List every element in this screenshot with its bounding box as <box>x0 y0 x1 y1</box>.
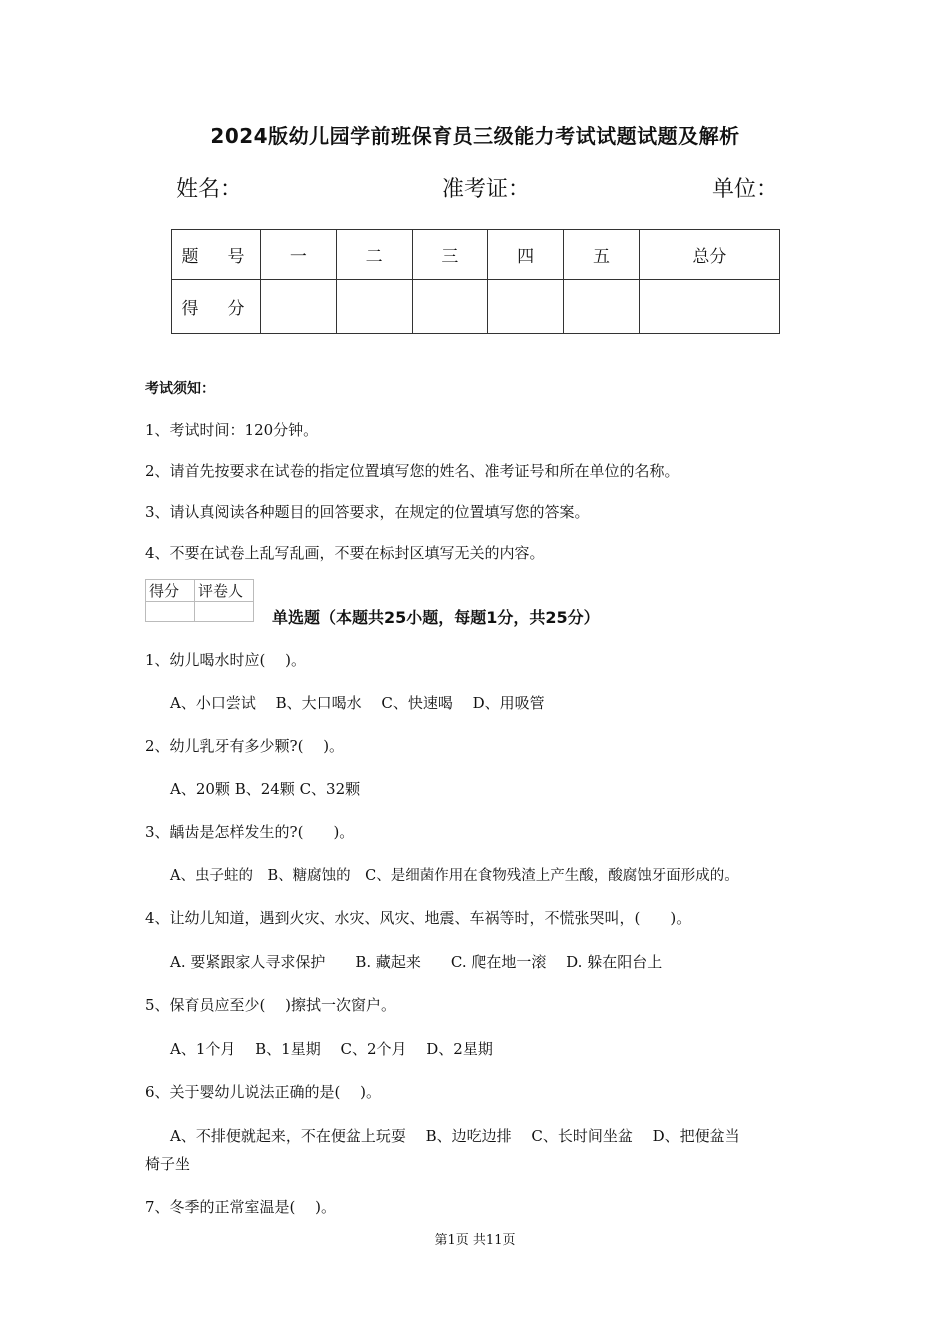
score-cell[interactable] <box>564 280 640 334</box>
question-options: A、20颗 B、24颗 C、32颗 <box>170 780 361 798</box>
document-title: 2024版幼儿园学前班保育员三级能力考试试题试题及解析 <box>210 124 740 148</box>
grader-name-label: 评卷人 <box>195 580 254 602</box>
question-options-continued: 椅子坐 <box>145 1155 191 1173</box>
score-cell[interactable] <box>639 280 779 334</box>
score-table <box>171 229 780 334</box>
question-options: A. 要紧跟家人寻求保护 B. 藏起来 C. 爬在地一滚 D. 躲在阳台上 <box>170 953 663 971</box>
page-footer: 第1页 共11页 <box>434 1233 516 1248</box>
grader-name-cell[interactable] <box>195 602 254 622</box>
question-options: A、小口尝试 B、大口喝水 C、快速喝 D、用吸管 <box>170 694 545 712</box>
grader-score-label: 得分 <box>146 580 195 602</box>
name-label: 姓名： <box>176 177 243 202</box>
question-options: A、1个月 B、1星期 C、2个月 D、2星期 <box>170 1040 493 1058</box>
section-title: 单选题（本题共25小题，每题1分，共25分） <box>272 608 600 627</box>
score-header-label: 题 号 <box>172 230 261 280</box>
unit-label: 单位： <box>712 177 779 202</box>
notice-item: 4、不要在试卷上乱写乱画，不要在标封区填写无关的内容。 <box>145 544 545 562</box>
question-options: A、虫子蛀的 B、糖腐蚀的 C、是细菌作用在食物残渣上产生酸，酸腐蚀牙面形成的。 <box>170 868 739 884</box>
score-header-cell: 二 <box>336 230 412 280</box>
question-text: 5、保育员应至少( )擦拭一次窗户。 <box>145 996 397 1014</box>
question-text: 2、幼儿乳牙有多少颗?( )。 <box>145 737 345 755</box>
score-header-cell: 四 <box>488 230 564 280</box>
score-header-cell: 一 <box>261 230 337 280</box>
question-text: 6、关于婴幼儿说法正确的是( )。 <box>145 1083 382 1101</box>
score-row-label: 得 分 <box>172 280 261 334</box>
notice-heading: 考试须知： <box>145 381 215 397</box>
question-text: 3、龋齿是怎样发生的?( )。 <box>145 823 355 841</box>
score-header-cell: 五 <box>564 230 640 280</box>
score-cell[interactable] <box>336 280 412 334</box>
score-cell[interactable] <box>488 280 564 334</box>
score-cell[interactable] <box>412 280 488 334</box>
score-cell[interactable] <box>261 280 337 334</box>
question-options: A、不排便就起来，不在便盆上玩耍 B、边吃边排 C、长时间坐盆 D、把便盆当 <box>170 1127 740 1145</box>
score-header-cell: 总分 <box>639 230 779 280</box>
notice-item: 1、考试时间：120分钟。 <box>145 421 319 439</box>
question-text: 1、幼儿喝水时应( )。 <box>145 651 307 669</box>
score-header-cell: 三 <box>412 230 488 280</box>
score-table-header-row <box>172 230 780 280</box>
question-text: 7、冬季的正常室温是( )。 <box>145 1198 337 1216</box>
notice-item: 2、请首先按要求在试卷的指定位置填写您的姓名、准考证号和所在单位的名称。 <box>145 462 680 480</box>
grader-box <box>145 579 254 622</box>
grader-score-cell[interactable] <box>146 602 195 622</box>
notice-item: 3、请认真阅读各种题目的回答要求，在规定的位置填写您的答案。 <box>145 503 590 521</box>
exam-id-label: 准考证： <box>442 177 531 202</box>
question-text: 4、让幼儿知道，遇到火灾、水灾、风灾、地震、车祸等时，不慌张哭叫，( )。 <box>145 909 692 927</box>
score-table-score-row <box>172 280 780 334</box>
